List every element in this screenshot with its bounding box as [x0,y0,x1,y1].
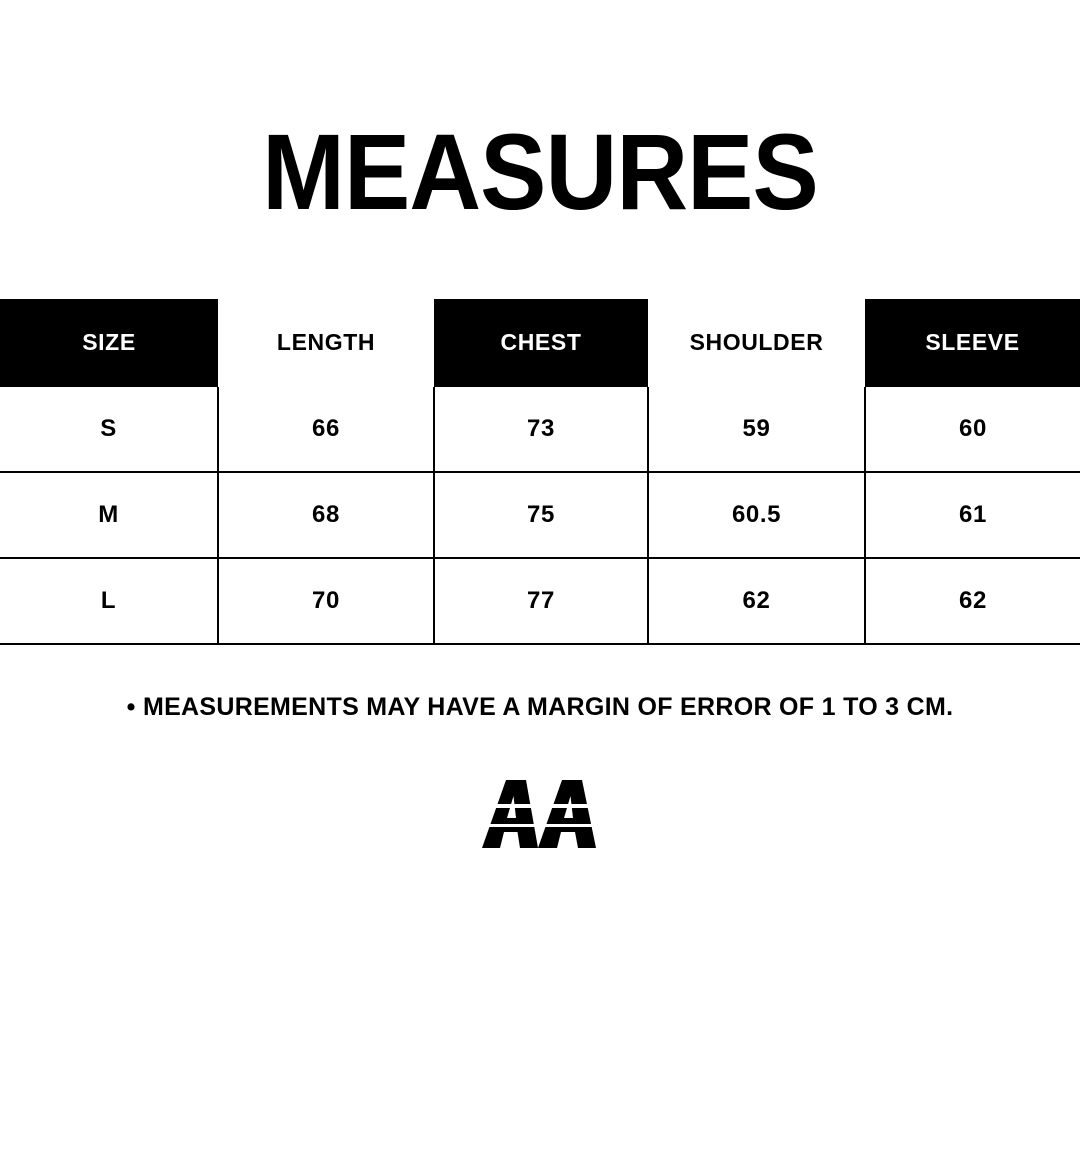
cell-sleeve: 60 [865,387,1080,472]
page-title: MEASURES [262,111,818,233]
column-header-sleeve: SLEEVE [865,299,1080,387]
aa-monogram-icon [480,774,600,850]
size-chart-page [0,72,1080,1152]
brand-logo [0,774,1080,850]
cell-size: L [0,558,218,644]
table-body [0,387,1080,644]
cell-length: 66 [218,387,434,472]
table-row [0,387,1080,472]
table-row [0,472,1080,558]
column-header-chest: CHEST [434,299,648,387]
cell-sleeve: 61 [865,472,1080,558]
cell-chest: 73 [434,387,648,472]
column-header-size: SIZE [0,299,218,387]
cell-shoulder: 59 [648,387,865,472]
cell-chest: 75 [434,472,648,558]
cell-length: 70 [218,558,434,644]
measurement-disclaimer: • MEASUREMENTS MAY HAVE A MARGIN OF ERROR OF 1 TO 3 CM. [126,692,954,721]
cell-sleeve: 62 [865,558,1080,644]
table-row [0,558,1080,644]
column-header-length: LENGTH [218,299,434,387]
measurements-table [0,299,1080,645]
cell-size: M [0,472,218,558]
measurements-table-container [0,299,1080,645]
table-header [0,299,1080,387]
cell-length: 68 [218,472,434,558]
cell-shoulder: 60.5 [648,472,865,558]
column-header-shoulder: SHOULDER [648,299,865,387]
table-header-row [0,299,1080,387]
cell-shoulder: 62 [648,558,865,644]
cell-size: S [0,387,218,472]
cell-chest: 77 [434,558,648,644]
